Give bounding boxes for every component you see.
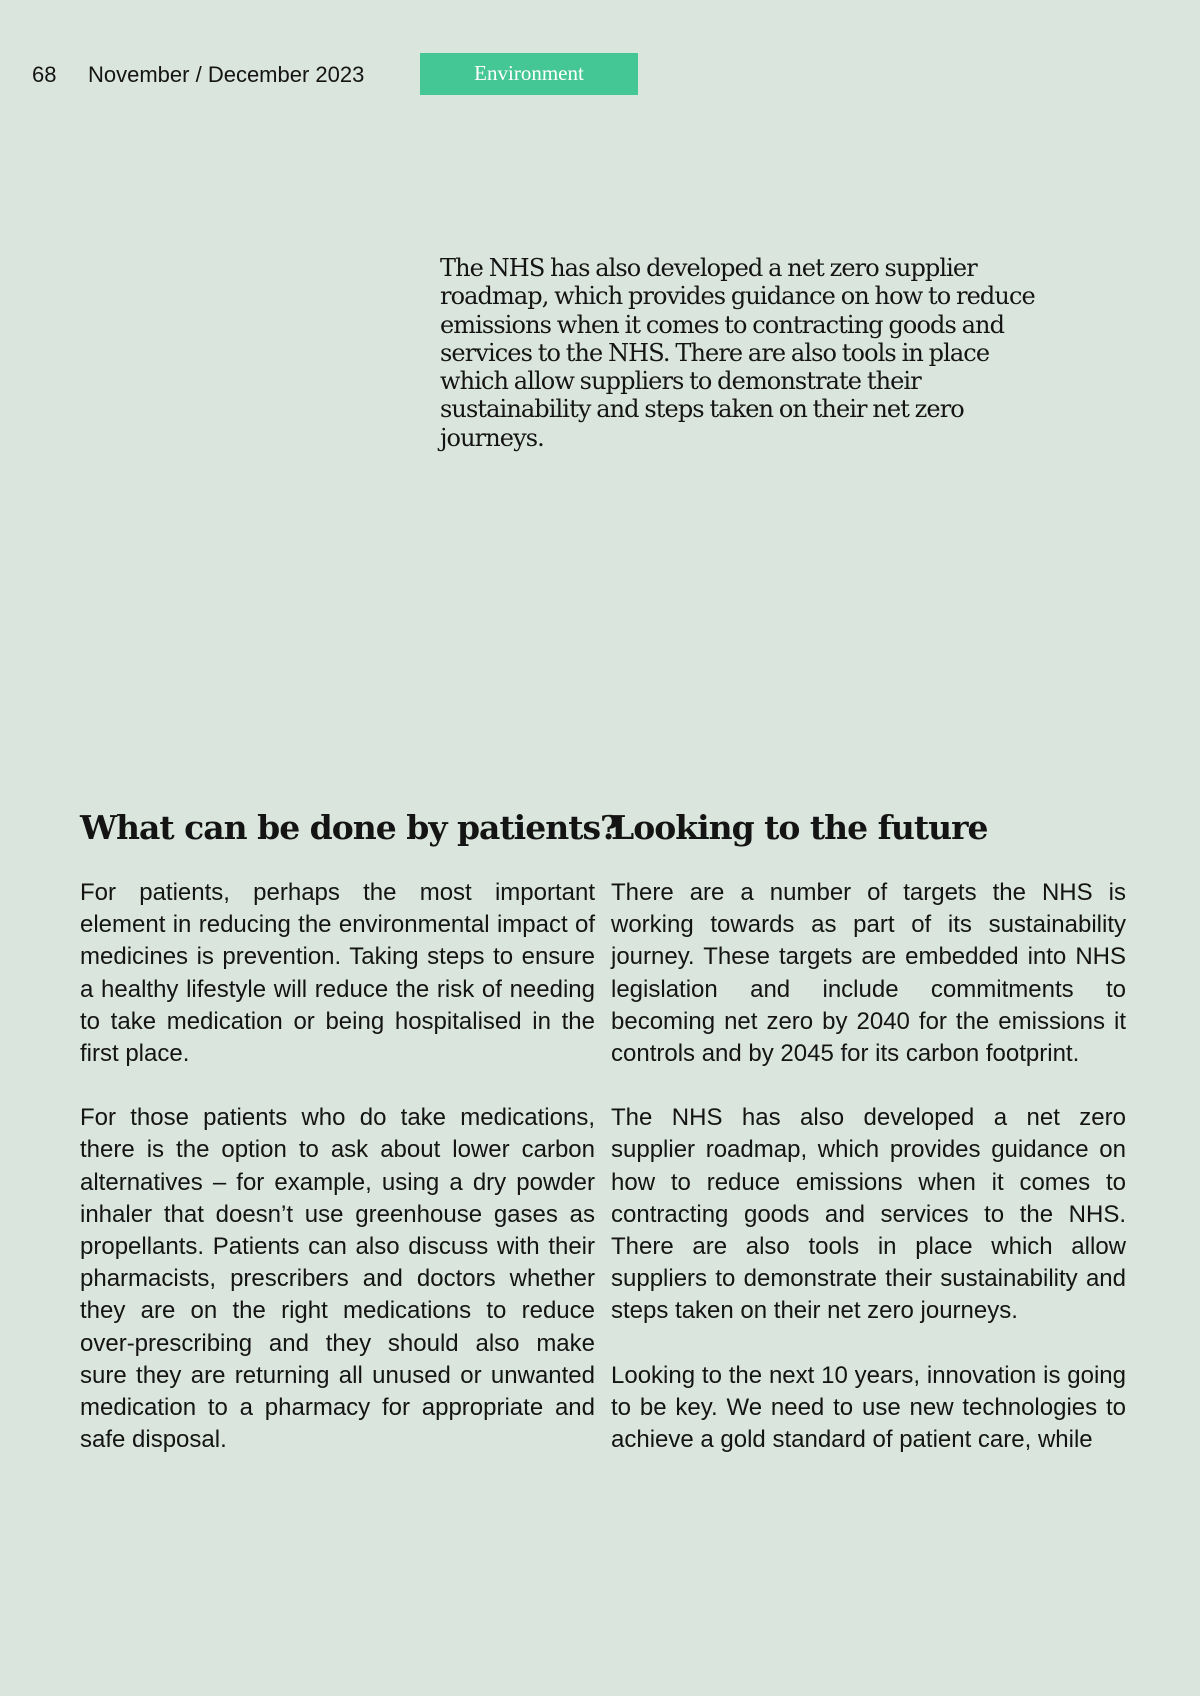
page-number: 68 <box>32 62 57 87</box>
body-paragraph: For patients, perhaps the most important element in reducing the environmental impact of medicines is prevention. Taking steps to ensure a healthy lifestyle will reduce the risk of needing to take medication or being hospitalised in the first place. <box>80 879 595 1068</box>
body-paragraph: For those patients who do take medications, there is the option to ask about lower carbon alternatives – for example, using a dry powder inhaler that doesn’t use greenhouse gases as propellants. Patients can also discuss with their pharmacists, prescribers and doctors whether they are on the right medications to reduce over-prescribing and they should also make sure they are returning all unused or unwanted medication to a pharmacy for appropriate and safe disposal. <box>80 1104 595 1454</box>
body-paragraph: Looking to the next 10 years, innovation is going to be key. We need to use new technologies to achieve a gold standard of patient care, while <box>611 1361 1126 1454</box>
left-column <box>80 800 619 1456</box>
body-paragraph: The NHS has also developed a net zero supplier roadmap, which provides guidance on how to reduce emissions when it comes to contracting goods and services to the NHS. There are also tools in place which allow suppliers to demonstrate their sustainability and steps taken on their net zero journeys. <box>611 1104 1126 1325</box>
section-tag: Environment <box>420 53 638 95</box>
section-heading-patients: What can be done by patients? <box>80 808 619 847</box>
section-heading-future: Looking to the future <box>611 808 988 847</box>
pull-quote: The NHS has also developed a net zero supplier roadmap, which provides guidance on how to reduce emissions when it comes to contracting goods and services to the NHS. There are also tools in place which allow suppliers to demonstrate their sustainability and steps taken on their net zero journeys. <box>440 254 1035 452</box>
issue-date: November / December 2023 <box>88 62 365 87</box>
right-column <box>611 800 1126 1456</box>
body-paragraph: There are a number of targets the NHS is working towards as part of its sustainability journey. These targets are embedded into NHS legislation and include commitments to becoming net zero by 2040 for the emissions it controls and by 2045 for its carbon footprint. <box>611 879 1126 1068</box>
